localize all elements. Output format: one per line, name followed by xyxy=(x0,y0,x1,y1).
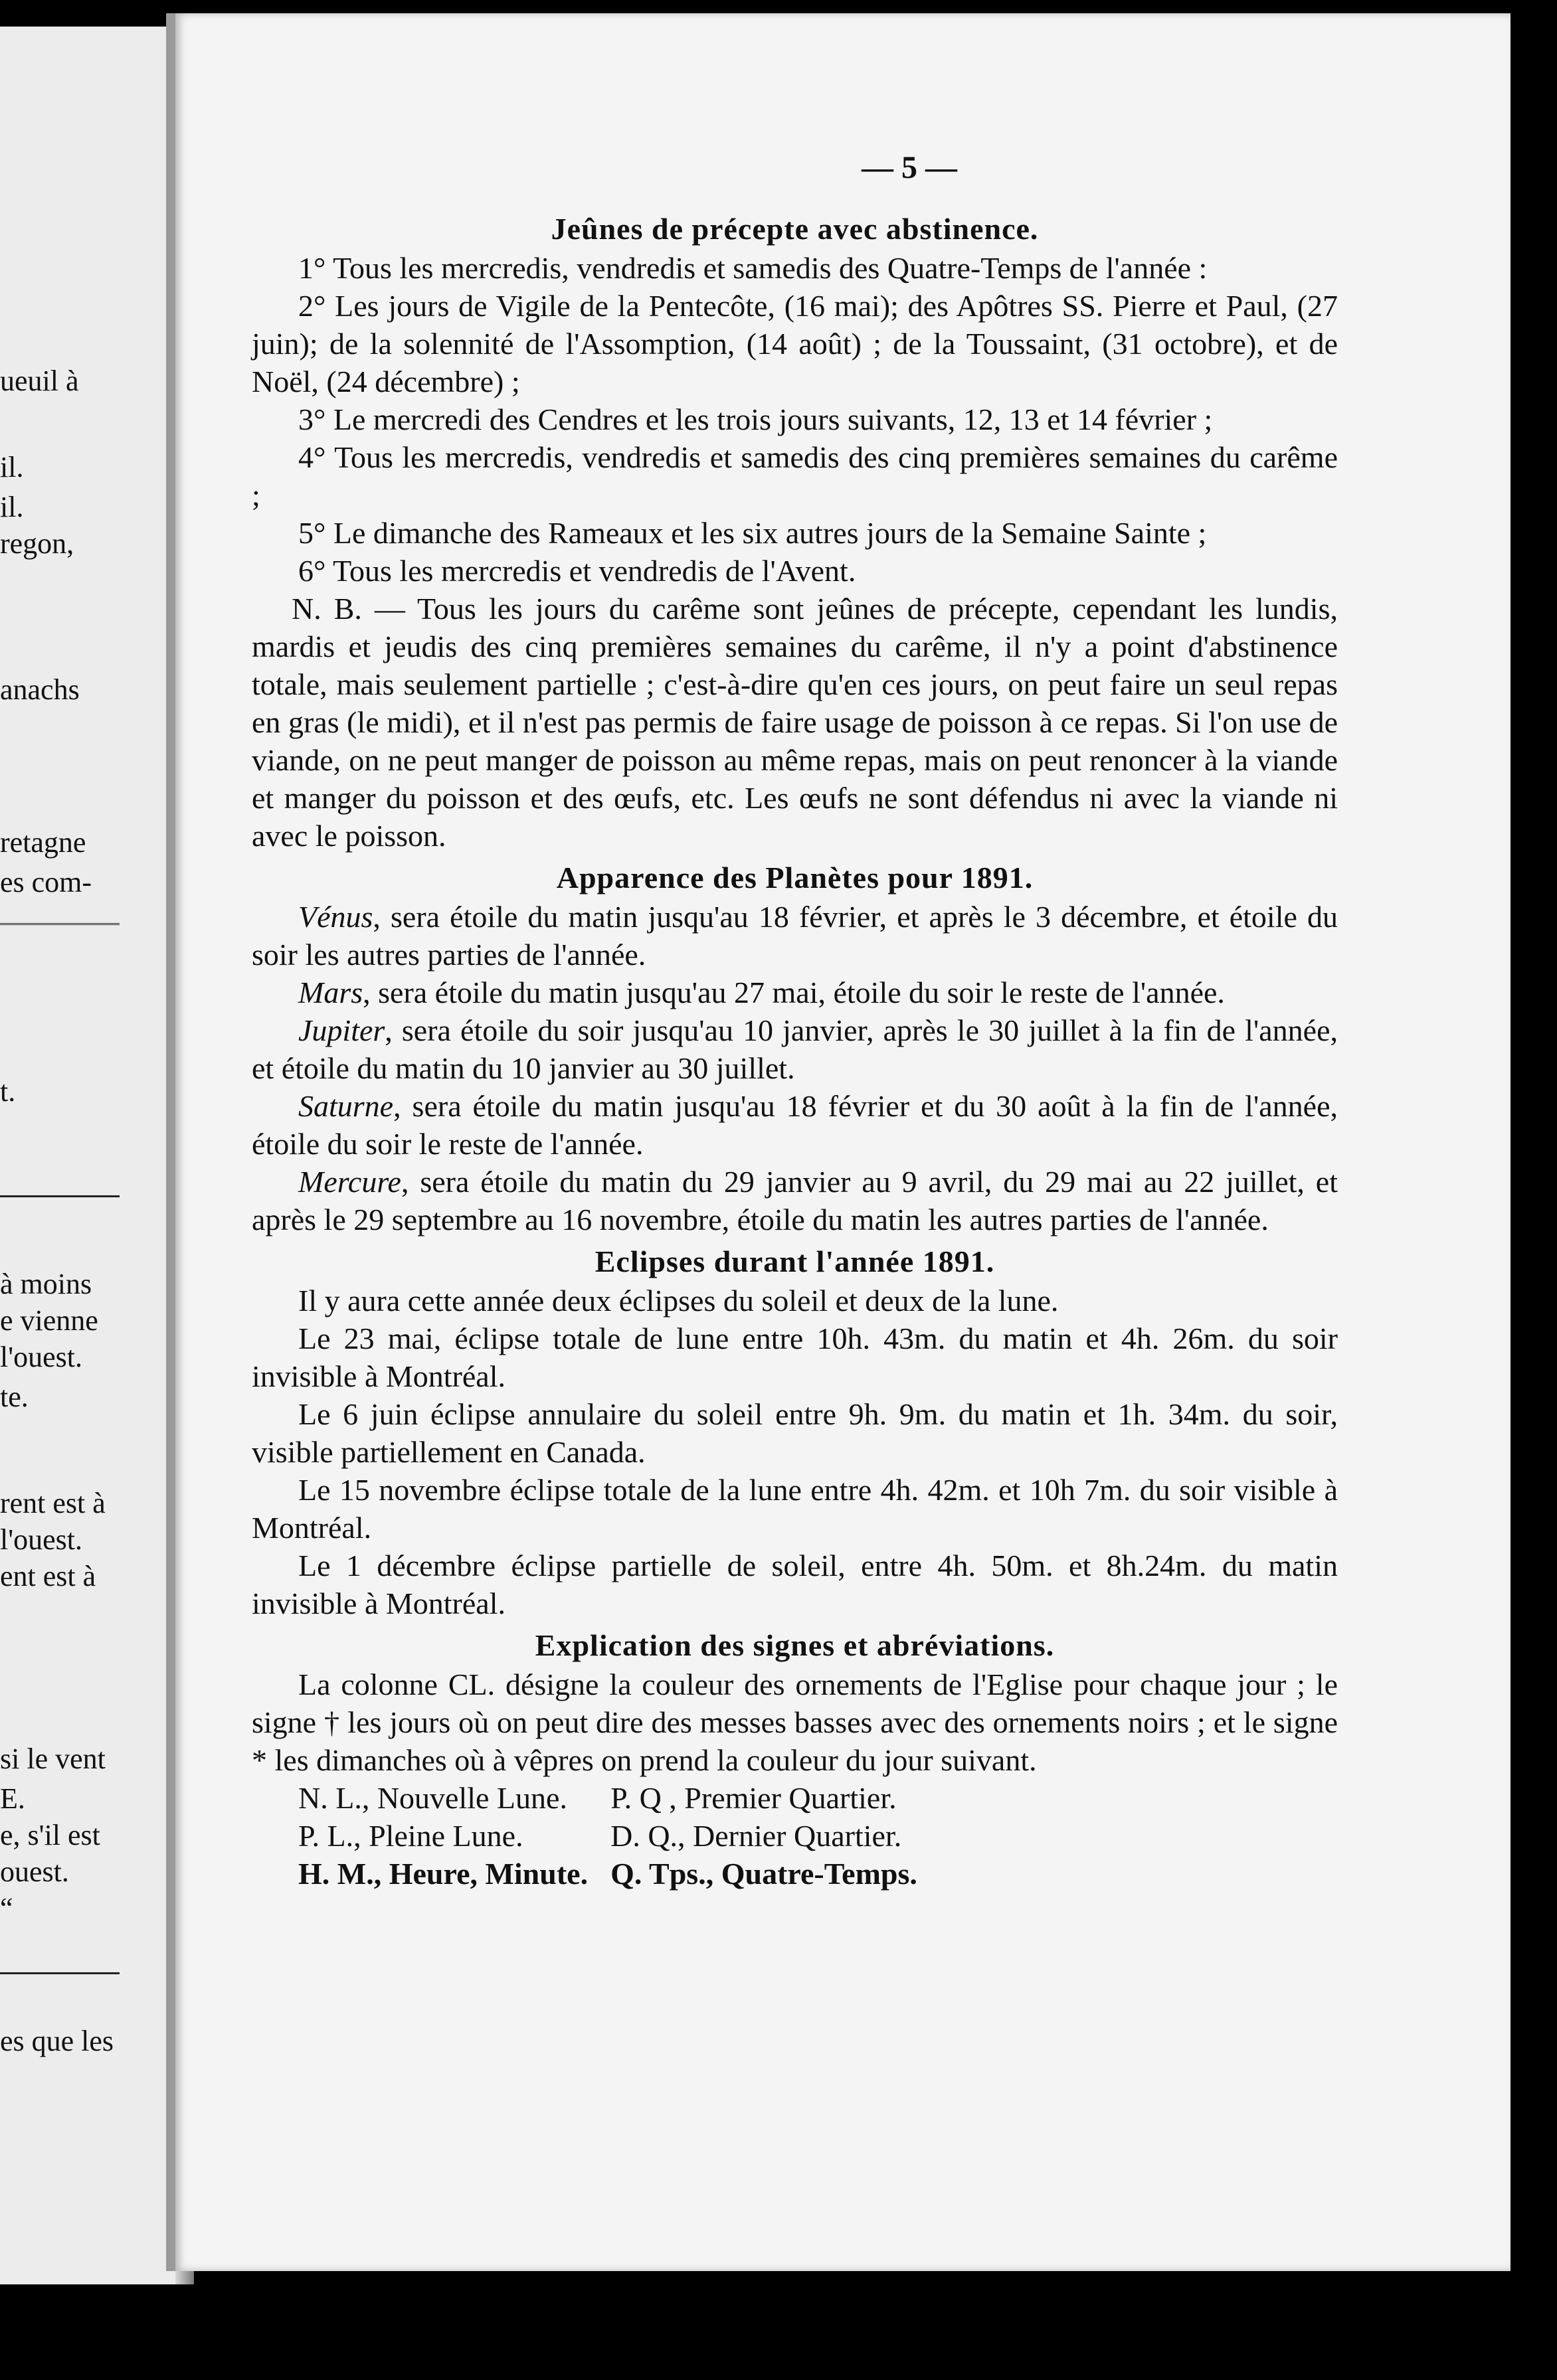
page xyxy=(166,13,1511,2271)
left-page-line: e, s'il est xyxy=(0,1819,100,1851)
left-page-line: ueuil à xyxy=(0,365,79,397)
left-page-line: es com- xyxy=(0,866,92,898)
left-page-line: t. xyxy=(0,1075,16,1108)
left-page-line: à moins xyxy=(0,1268,92,1300)
double-rule xyxy=(0,923,120,929)
abbreviations-table xyxy=(298,1779,940,1893)
left-page-line: rent est à xyxy=(0,1487,106,1519)
left-page-line: ent est à xyxy=(0,1560,96,1592)
left-page-line: “ xyxy=(0,1892,13,1924)
fast-item: 4° Tous les mercredis, vendredis et samedis des cinq premières semaines du carême ; xyxy=(252,440,1338,512)
planets-list xyxy=(252,898,1338,1238)
heading-fasts: Jeûnes de précepte avec abstinence. xyxy=(551,212,1039,246)
fast-item: 5° Le dimanche des Rameaux et les six autres jours de la Semaine Sainte ; xyxy=(298,516,1207,550)
abbr-row xyxy=(298,1855,940,1893)
left-page-line: anachs xyxy=(0,673,80,706)
left-page-line: si le vent xyxy=(0,1742,106,1775)
left-page-line: e vienne xyxy=(0,1304,98,1337)
planet-item xyxy=(252,1011,1338,1087)
left-page-line: ouest. xyxy=(0,1855,69,1888)
left-page-line: regon, xyxy=(0,527,74,560)
abbr-cell: D. Q., Dernier Quartier. xyxy=(610,1819,902,1853)
heading-planets: Apparence des Planètes pour 1891. xyxy=(556,861,1034,894)
planet-item xyxy=(252,974,1338,1011)
rule xyxy=(0,1972,120,1974)
left-page-line: E. xyxy=(0,1782,25,1815)
planet-name: Jupiter xyxy=(298,1013,385,1047)
fast-item: 1° Tous les mercredis, vendredis et samedis des Quatre-Temps de l'année : xyxy=(298,251,1208,285)
abbr-row xyxy=(298,1779,940,1817)
abbr-cell: H. M., Heure, Minute. xyxy=(298,1857,589,1891)
left-page-line: il. xyxy=(0,491,24,523)
nb-note: N. B. — Tous les jours du carême sont jeûnes de précepte, cependant les lundis, mardis et jeudis des cinq premières semaines du carême, il n'y a point d'abstinence totale, mais seulement partielle ; c'est-à-dire qu'en ces jours, on peut faire un seul repas en gras (le midi), et il n'est pas permis de faire usage de poisson à ce repas. Si l'on use de viande, on ne peut manger de poisson au même repas, mais on peut renoncer à la viande et manger du poisson et des œufs, etc. Les œufs ne sont défendus ni avec la viande ni avec le poisson. xyxy=(252,592,1338,853)
planet-description: , sera étoile du matin jusqu'au 18 février, et après le 3 décembre, et étoile du soir les autres parties de l'année. xyxy=(252,900,1338,972)
left-page-line: te. xyxy=(0,1381,29,1413)
left-page-line: es que les xyxy=(0,2025,114,2057)
left-page-line: l'ouest. xyxy=(0,1523,83,1556)
left-page-line: l'ouest. xyxy=(0,1341,83,1373)
planet-description: , sera étoile du soir jusqu'au 10 janvier, après le 30 juillet à la fin de l'année, et étoile du matin du 10 janvier au 30 juillet. xyxy=(252,1013,1338,1085)
planet-item xyxy=(252,1087,1338,1163)
heading-eclipses: Eclipses durant l'année 1891. xyxy=(595,1244,995,1278)
eclipse-item: Le 15 novembre éclipse totale de la lune entre 4h. 42m. et 10h 7m. du soir visible à Montréal. xyxy=(252,1473,1338,1545)
planet-name: Saturne xyxy=(298,1089,394,1123)
abbr-cell: N. L., Nouvelle Lune. xyxy=(298,1781,567,1815)
signs-explanation: La colonne CL. désigne la couleur des ornements de l'Eglise pour chaque jour ; le signe † les jours où on peut dire des messes basses avec des ornements noirs ; et le signe * les dimanches où à vêpres on prend la couleur du jour suivant. xyxy=(252,1667,1338,1777)
planet-name: Mars xyxy=(298,976,363,1009)
planet-description: , sera étoile du matin du 29 janvier au 9 avril, du 29 mai au 22 juillet, et après le 29 septembre au 16 novembre, étoile du matin les autres parties de l'année. xyxy=(252,1165,1338,1236)
previous-page-fragment xyxy=(0,27,194,2284)
left-page-line: il. xyxy=(0,451,24,483)
abbr-cell: Q. Tps., Quatre-Temps. xyxy=(610,1857,917,1891)
heading-signs: Explication des signes et abréviations. xyxy=(535,1628,1055,1662)
left-page-line: retagne xyxy=(0,826,86,859)
rule xyxy=(0,1195,120,1197)
planet-description: , sera étoile du matin jusqu'au 27 mai, étoile du soir le reste de l'année. xyxy=(363,976,1225,1009)
planet-name: Mercure xyxy=(298,1165,401,1199)
abbr-row xyxy=(298,1817,940,1855)
fast-item: 3° Le mercredi des Cendres et les trois jours suivants, 12, 13 et 14 février ; xyxy=(298,402,1213,436)
abbr-cell: P. Q , Premier Quartier. xyxy=(610,1781,897,1815)
planet-item xyxy=(252,898,1338,974)
planet-description: , sera étoile du matin jusqu'au 18 février et du 30 août à la fin de l'année, étoile du soir le reste de l'année. xyxy=(252,1089,1338,1161)
fast-item: 6° Tous les mercredis et vendredis de l'Avent. xyxy=(298,554,856,588)
planet-name: Vénus xyxy=(298,900,373,934)
eclipse-item: Le 23 mai, éclipse totale de lune entre 10h. 43m. du matin et 4h. 26m. du soir invisible à Montréal. xyxy=(252,1321,1338,1393)
page-body xyxy=(252,206,1338,1893)
eclipse-item: Le 1 décembre éclipse partielle de soleil, entre 4h. 50m. et 8h.24m. du matin invisible à Montréal. xyxy=(252,1549,1338,1620)
fast-item: 2° Les jours de Vigile de la Pentecôte, (16 mai); des Apôtres SS. Pierre et Paul, (27 juin); de la solennité de l'Assomption, (14 août) ; de la Toussaint, (31 octobre), et de Noël, (24 décembre) ; xyxy=(252,289,1338,398)
eclipse-item: Le 6 juin éclipse annulaire du soleil entre 9h. 9m. du matin et 1h. 34m. du soir, visible partiellement en Canada. xyxy=(252,1397,1338,1469)
page-number: — 5 — xyxy=(862,150,957,185)
eclipse-item: Il y aura cette année deux éclipses du soleil et deux de la lune. xyxy=(298,1284,1059,1318)
abbr-cell: P. L., Pleine Lune. xyxy=(298,1819,523,1853)
planet-item xyxy=(252,1163,1338,1238)
